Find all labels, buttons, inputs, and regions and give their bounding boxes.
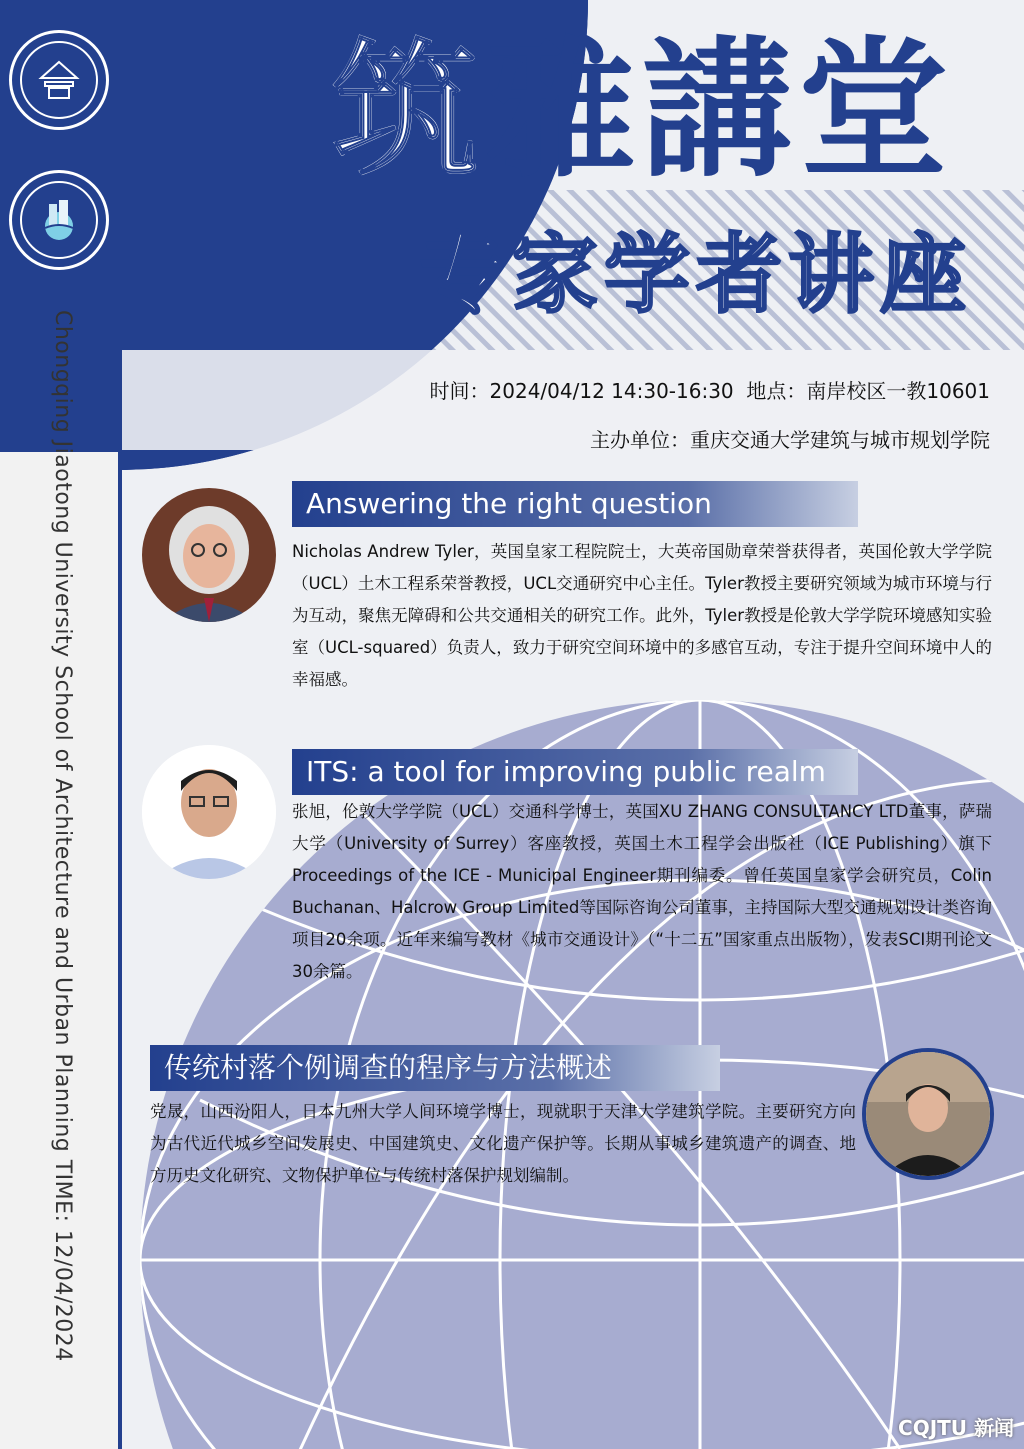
sidebar-vertical-label: Chongqing Jiaotong University School of Architecture and Urban Planning TIME: 12/04/2024 (50, 310, 75, 1362)
lecture-2-description: 张旭，伦敦大学学院（UCL）交通科学博士，英国XU ZHANG CONSULTANCY LTD董事，萨瑞大学（University of Surrey）客座教授，英国土木工程学会出版社（ICE Publishing）旗下Proceedings of the ICE - Municipal Engineer期刊编委。曾任英国皇家学会研究员，Colin Buchanan、Halcrow Group Limited等国际咨询公司董事，主持国际大型交通规划设计类咨询项目20余项。近年来编写教材《城市交通设计》（“十二五”国家重点出版物），发表SCI期刊论文30余篇。 (292, 802, 992, 981)
speaker-3-photo (862, 1048, 994, 1180)
title-part-2: 雅講堂 (486, 22, 955, 198)
pagoda-icon (37, 58, 81, 102)
university-logo (9, 30, 109, 130)
portrait-icon (142, 745, 276, 879)
event-host (590, 424, 990, 453)
sidebar-divider (118, 0, 122, 1449)
host-value: 重庆交通大学建筑与城市规划学院 (690, 428, 990, 452)
lecture-1-title-bar: Answering the right question (292, 481, 858, 527)
school-logo (9, 170, 109, 270)
lecture-3-title-bar: 传统村落个例调查的程序与方法概述 (150, 1045, 720, 1091)
page-title (330, 10, 1020, 210)
event-time-place (430, 375, 990, 404)
portrait-icon (142, 488, 276, 622)
time-label: 时间： (429, 379, 490, 403)
news-watermark: CQJTU 新闻 (898, 1416, 1014, 1440)
page-subtitle: 专家学者讲座 (420, 225, 972, 325)
lecture-2-title-bar: ITS: a tool for improving public realm (292, 749, 858, 795)
school-logo-icon (20, 181, 98, 259)
speaker-1-photo (142, 488, 276, 622)
lecture-3-description: 党晟，山西汾阳人，日本九州大学人间环境学博士，现就职于天津大学建筑学院。主要研究方向为古代近代城乡空间发展史、中国建筑史、文化遗产保护等。长期从事城乡建筑遗产的调查、地方历史文化研究、文物保护单位与传统村落保护规划编制。 (150, 1102, 856, 1185)
host-label: 主办单位： (590, 428, 690, 452)
place-label: 地点： (746, 379, 807, 403)
portrait-icon (866, 1052, 990, 1176)
place-value: 南岸校区一教10601 (806, 379, 990, 403)
sidebar-vertical-text (50, 310, 90, 1362)
title-part-1: 筑 (330, 22, 487, 198)
time-value: 2024/04/12 14:30-16:30 (489, 379, 734, 403)
speaker-2-photo (142, 745, 276, 879)
building-globe-icon (35, 196, 83, 244)
lecture-1-description: Nicholas Andrew Tyler，英国皇家工程院院士，大英帝国勋章荣誉获得者，英国伦敦大学学院（UCL）土木工程系荣誉教授，UCL交通研究中心主任。Tyler教授主要研究领域为城市环境与行为互动，聚焦无障碍和公共交通相关的研究工作。此外，Tyler教授是伦敦大学学院环境感知实验室（UCL-squared）负责人，致力于研究空间环境中的多感官互动，专注于提升空间环境中人的幸福感。 (292, 542, 992, 689)
university-logo-icon (20, 41, 98, 119)
